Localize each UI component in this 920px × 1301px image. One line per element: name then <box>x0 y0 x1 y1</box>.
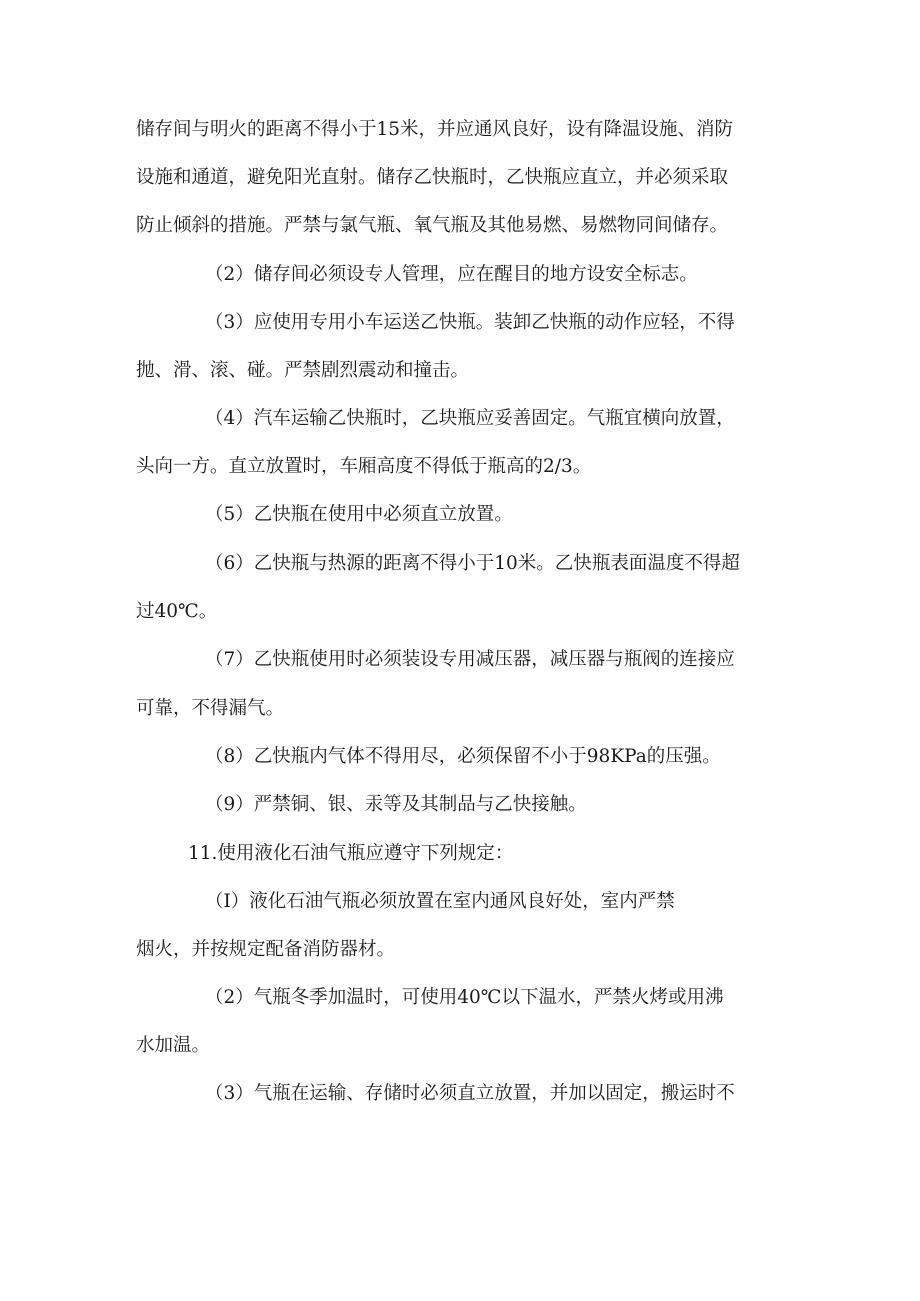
list-item-8: （8）乙快瓶内气体不得用尽，必须保留不小于98KPa的压强。 <box>205 746 721 767</box>
list-item-i: （I）液化石油气瓶必须放置在室内通风良好处，室内严禁 <box>205 891 675 912</box>
list-item-5: （5）乙快瓶在使用中必须直立放置。 <box>205 504 513 525</box>
list-item-3b: （3）气瓶在运输、存储时必须直立放置，并加以固定，搬运时不 <box>205 1083 735 1104</box>
paragraph-line: 抛、滑、滚、碰。严禁剧烈震动和撞击。 <box>136 360 470 381</box>
list-item-2b: （2）气瓶冬季加温时，可使用40℃以下温水，严禁火烤或用沸 <box>205 987 724 1008</box>
list-item-9: （9）严禁铜、银、汞等及其制品与乙快接触。 <box>205 794 587 815</box>
paragraph-line: 设施和通道，避免阳光直射。储存乙快瓶时，乙快瓶应直立，并必须采取 <box>136 167 729 188</box>
list-item-2: （2）储存间必须设专人管理，应在醒目的地方设安全标志。 <box>205 264 698 285</box>
paragraph-line: 储存间与明火的距离不得小于15米，并应通风良好，设有降温设施、消防 <box>136 119 734 140</box>
list-item-3: （3）应使用专用小车运送乙快瓶。装卸乙快瓶的动作应轻，不得 <box>205 312 735 333</box>
paragraph-line: 防止倾斜的措施。严禁与氯气瓶、氧气瓶及其他易燃、易燃物同间储存。 <box>136 215 729 236</box>
paragraph-line: 过40℃。 <box>136 601 218 622</box>
section-heading-11: 11.使用液化石油气瓶应遵守下列规定： <box>188 843 514 864</box>
paragraph-line: 可靠，不得漏气。 <box>136 698 285 719</box>
paragraph-line: 水加温。 <box>136 1035 211 1056</box>
list-item-7: （7）乙快瓶使用时必须装设专用减压器，减压器与瓶阀的连接应 <box>205 649 735 670</box>
paragraph-line: 头向一方。直立放置时，车厢高度不得低于瓶高的2/3。 <box>136 456 592 477</box>
list-item-4: （4）汽车运输乙快瓶时，乙块瓶应妥善固定。气瓶宜横向放置， <box>205 408 735 429</box>
paragraph-line: 烟火，并按规定配备消防器材。 <box>136 939 396 960</box>
list-item-6: （6）乙快瓶与热源的距离不得小于10米。乙快瓶表面温度不得超 <box>205 553 740 574</box>
